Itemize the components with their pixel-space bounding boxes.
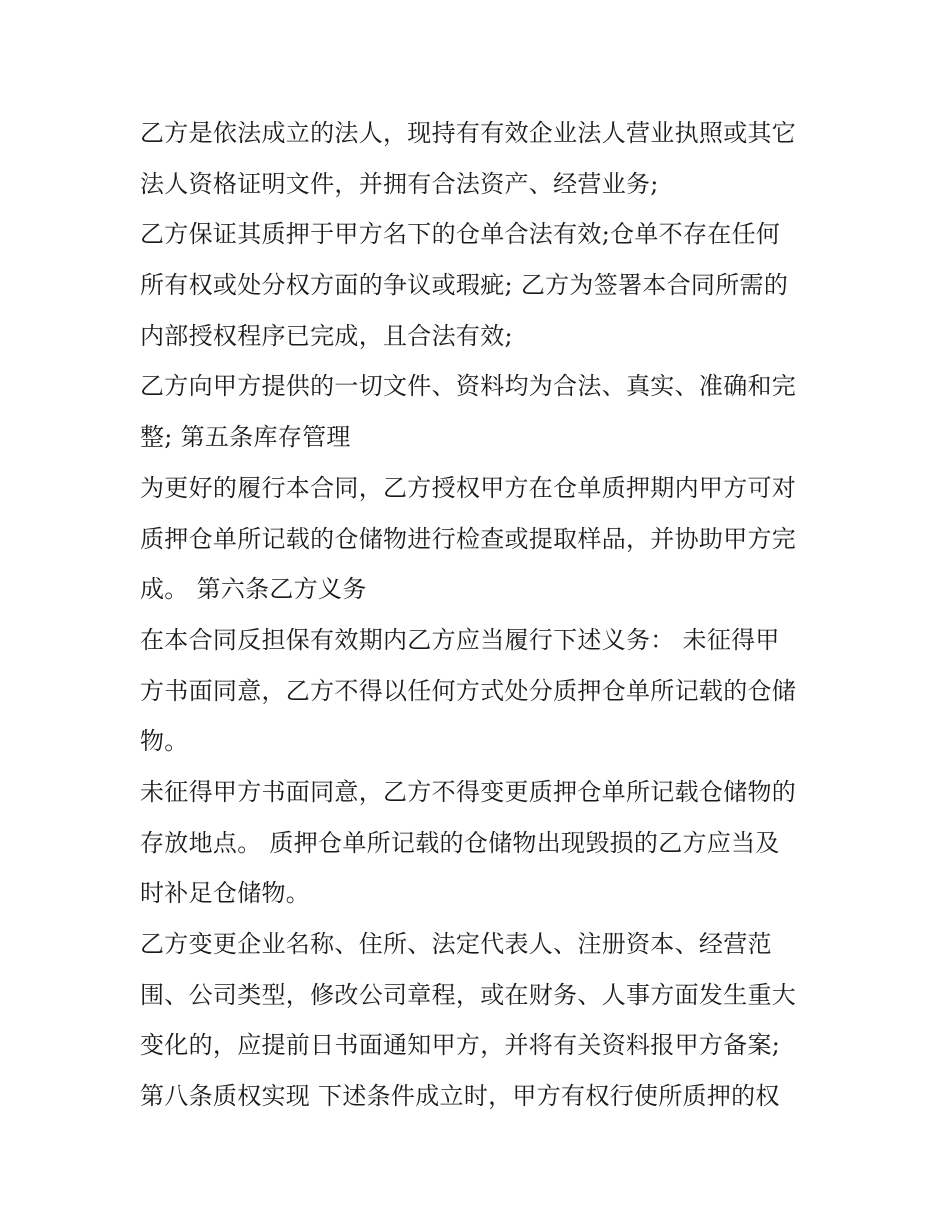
document-body [140, 108, 830, 1122]
text-line-15: 存放地点。 质押仓单所记载的仓储物出现毁损的乙方应当及 [140, 828, 780, 857]
text-line-13: 物。 [140, 727, 189, 756]
text-line-8: 为更好的履行本合同，乙方授权甲方在仓单质押期内甲方可对 [140, 473, 797, 502]
text-line-17: 乙方变更企业名称、住所、法定代表人、注册资本、经营范 [140, 930, 772, 958]
text-line-11: 在本合同反担保有效期内乙方应当履行下述义务： 未征得甲 [140, 625, 780, 654]
text-line-19: 变化的，应提前日书面通知甲方，并将有关资料报甲方备案; [140, 1031, 781, 1060]
text-line-4: 所有权或处分权方面的争议或瑕疵; 乙方为签署本合同所需的 [140, 271, 789, 300]
text-line-14: 未征得甲方书面同意，乙方不得变更质押仓单所记载仓储物的 [140, 777, 797, 806]
text-line-20: 第八条质权实现 下述条件成立时，甲方有权行使所质押的权 [140, 1082, 780, 1111]
text-line-12: 方书面同意，乙方不得以任何方式处分质押仓单所记载的仓储 [140, 676, 797, 705]
text-line-7: 整; 第五条库存管理 [140, 423, 351, 452]
text-line-6: 乙方向甲方提供的一切文件、资料均为合法、真实、准确和完 [140, 372, 797, 401]
text-line-16: 时补足仓储物。 [140, 879, 311, 908]
text-line-3: 乙方保证其质押于甲方名下的仓单合法有效;仓单不存在任何 [140, 220, 781, 249]
text-line-18: 围、公司类型，修改公司章程，或在财务、人事方面发生重大 [140, 980, 797, 1009]
text-line-9: 质押仓单所记载的仓储物进行检查或提取样品，并协助甲方完 [140, 524, 797, 553]
text-line-5: 内部授权程序已完成，且合法有效; [140, 321, 513, 350]
text-line-1: 乙方是依法成立的法人，现持有有效企业法人营业执照或其它 [140, 119, 797, 147]
text-line-2: 法人资格证明文件，并拥有合法资产、经营业务; [140, 169, 659, 198]
text-line-10: 成。 第六条乙方义务 [140, 575, 367, 604]
